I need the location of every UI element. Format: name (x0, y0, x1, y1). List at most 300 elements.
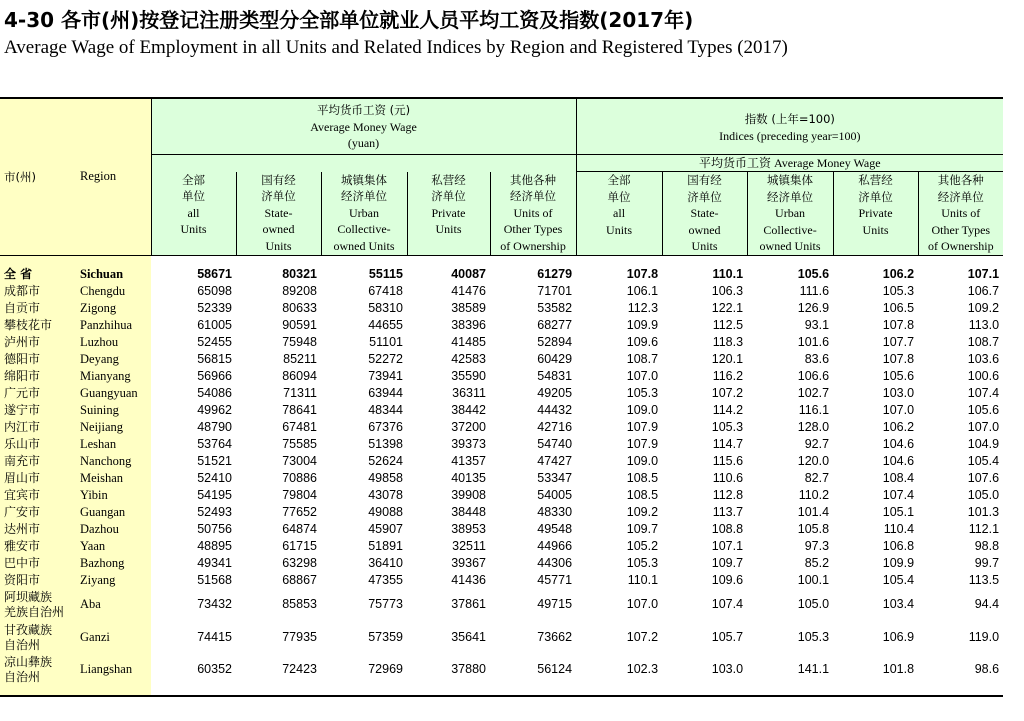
cell-value: 45771 (537, 572, 573, 587)
cell-value: 109.2 (967, 300, 1000, 315)
cell-value: 43078 (368, 487, 403, 502)
cell-value: 122.1 (711, 300, 744, 315)
cell-value: 73941 (368, 368, 403, 383)
cell-value: 109.6 (626, 334, 659, 349)
header-city: 市(州) (0, 98, 75, 256)
cell-value: 107.8 (626, 266, 659, 281)
region-name: Yaan (75, 538, 151, 555)
cell-value: 44966 (537, 538, 573, 553)
cell-value: 112.8 (712, 487, 744, 502)
cell-value: 55115 (368, 266, 403, 281)
cell-value: 54740 (537, 436, 573, 451)
cell-value: 103.0 (711, 662, 744, 677)
cell-value: 107.0 (882, 402, 915, 417)
cell-value: 98.6 (974, 662, 1000, 677)
city-name: 宜宾市 (0, 487, 75, 504)
cell-value: 108.8 (711, 521, 744, 536)
table-row (0, 368, 1003, 385)
cell-value: 106.2 (882, 266, 915, 281)
index-group-sub: 平均货币工资 Average Money Wage (576, 154, 1003, 172)
cell-value: 100.1 (797, 572, 830, 587)
cell-value: 83.6 (804, 351, 830, 366)
cell-value: 51568 (197, 572, 232, 587)
cell-value: 93.1 (804, 317, 830, 332)
cell-value: 102.7 (797, 385, 830, 400)
cell-value: 112.1 (968, 521, 1000, 536)
table-row (0, 300, 1003, 317)
cell-value: 105.6 (967, 402, 1000, 417)
region-name: Aba (75, 589, 151, 622)
cell-value: 109.6 (711, 572, 744, 587)
cell-value: 77652 (282, 504, 317, 519)
cell-value: 32511 (452, 538, 486, 553)
cell-value: 103.0 (882, 385, 915, 400)
cell-value: 42716 (537, 419, 573, 434)
wage-group-unit: (yuan) (347, 136, 380, 150)
wage-table (0, 97, 1003, 697)
cell-value: 110.1 (627, 572, 659, 587)
region-name: Ziyang (75, 572, 151, 589)
cell-value: 107.9 (626, 436, 659, 451)
region-name: Chengdu (75, 283, 151, 300)
city-name: 广安市 (0, 504, 75, 521)
index-col-state: 国有经 济单位 State- owned Units (662, 172, 747, 256)
cell-value: 105.0 (797, 597, 830, 612)
region-name: Deyang (75, 351, 151, 368)
cell-value: 44306 (537, 555, 573, 570)
cell-value: 106.7 (967, 283, 1000, 298)
cell-value: 108.7 (967, 334, 1000, 349)
cell-value: 63298 (282, 555, 317, 570)
cell-value: 41436 (451, 572, 486, 587)
table-row (0, 572, 1003, 589)
cell-value: 61715 (282, 538, 317, 553)
table-row (0, 470, 1003, 487)
cell-value: 49962 (197, 402, 232, 417)
cell-value: 105.3 (797, 629, 830, 644)
cell-value: 112.5 (712, 317, 744, 332)
cell-value: 114.7 (712, 436, 744, 451)
table-row (0, 317, 1003, 334)
region-name: Dazhou (75, 521, 151, 538)
region-name: Neijiang (75, 419, 151, 436)
cell-value: 107.7 (882, 334, 915, 349)
cell-value: 75948 (282, 334, 317, 349)
cell-value: 52493 (197, 504, 232, 519)
cell-value: 105.0 (967, 487, 1000, 502)
cell-value: 107.0 (626, 368, 659, 383)
city-name-line2: 自治州 (4, 637, 41, 652)
cell-value: 73662 (537, 629, 573, 644)
table-row (0, 654, 1003, 687)
cell-value: 51891 (368, 538, 403, 553)
table-header (0, 98, 1003, 256)
city-name: 遂宁市 (0, 402, 75, 419)
cell-value: 53764 (197, 436, 232, 451)
cell-value: 61279 (537, 266, 573, 281)
table-row (0, 402, 1003, 419)
table-row (0, 436, 1003, 453)
city-name: 德阳市 (0, 351, 75, 368)
cell-value: 109.2 (626, 504, 659, 519)
cell-value: 58671 (197, 266, 232, 281)
cell-value: 128.0 (797, 419, 830, 434)
cell-value: 109.0 (626, 453, 659, 468)
table-row (0, 334, 1003, 351)
cell-value: 51521 (197, 453, 232, 468)
cell-value: 38448 (451, 504, 486, 519)
region-name: Liangshan (75, 654, 151, 687)
cell-value: 105.3 (882, 283, 915, 298)
cell-value: 116.2 (712, 368, 744, 383)
cell-value: 65098 (197, 283, 232, 298)
cell-value: 92.7 (804, 436, 830, 451)
cell-value: 107.1 (711, 538, 744, 553)
cell-value: 38589 (451, 300, 486, 315)
city-name: 绵阳市 (0, 368, 75, 385)
index-col-private: 私营经 济单位 Private Units (833, 172, 918, 256)
region-name: Yibin (75, 487, 151, 504)
cell-value: 67481 (282, 419, 317, 434)
cell-value: 109.9 (882, 555, 915, 570)
cell-value: 60352 (197, 662, 232, 677)
region-name: Panzhihua (75, 317, 151, 334)
cell-value: 105.2 (626, 538, 659, 553)
cell-value: 41476 (451, 283, 486, 298)
cell-value: 54195 (197, 487, 232, 502)
cell-value: 38396 (451, 317, 486, 332)
cell-value: 101.6 (797, 334, 830, 349)
cell-value: 120.0 (797, 453, 830, 468)
table-title-chinese: 4-30 各市(州)按登记注册类型分全部单位就业人员平均工资及指数(2017年) (4, 8, 694, 32)
cell-value: 107.8 (882, 351, 915, 366)
city-name (0, 589, 75, 622)
cell-value: 42583 (451, 351, 486, 366)
cell-value: 52624 (368, 453, 403, 468)
city-name (0, 654, 75, 687)
cell-value: 54005 (537, 487, 573, 502)
region-name: Luzhou (75, 334, 151, 351)
cell-value: 126.9 (797, 300, 830, 315)
table-title-english: Average Wage of Employment in all Units and Related Indices by Region and Registered Types (2017) (4, 37, 788, 58)
city-name: 泸州市 (0, 334, 75, 351)
wage-col-all: 全部 单位 all Units (151, 172, 236, 256)
cell-value: 101.3 (967, 504, 1000, 519)
cell-value: 108.5 (626, 470, 659, 485)
cell-value: 47427 (537, 453, 573, 468)
cell-value: 106.8 (882, 538, 915, 553)
cell-value: 79804 (282, 487, 317, 502)
cell-value: 41485 (451, 334, 486, 349)
cell-value: 107.2 (626, 629, 659, 644)
city-name: 攀枝花市 (0, 317, 75, 334)
header-region: Region (75, 98, 151, 256)
cell-value: 107.6 (967, 470, 1000, 485)
cell-value: 53582 (537, 300, 573, 315)
wage-group-cn: 平均货币工资 (元) (316, 103, 411, 117)
region-name: Ganzi (75, 622, 151, 655)
table-row (0, 453, 1003, 470)
region-name: Bazhong (75, 555, 151, 572)
cell-value: 104.6 (882, 453, 915, 468)
cell-value: 52894 (537, 334, 573, 349)
city-name-line1: 凉山彝族 (4, 655, 53, 670)
cell-value: 54086 (197, 385, 232, 400)
cell-value: 37861 (451, 597, 486, 612)
cell-value: 116.1 (798, 402, 830, 417)
table-row (0, 351, 1003, 368)
cell-value: 36410 (368, 555, 403, 570)
cell-value: 72423 (282, 662, 317, 677)
table-row (0, 589, 1003, 622)
cell-value: 111.6 (799, 283, 830, 298)
cell-value: 80321 (282, 266, 317, 281)
cell-value: 56124 (537, 662, 573, 677)
cell-value: 49205 (537, 385, 573, 400)
cell-value: 104.9 (967, 436, 1000, 451)
cell-value: 110.6 (712, 470, 744, 485)
cell-value: 41357 (451, 453, 486, 468)
cell-value: 73004 (282, 453, 317, 468)
cell-value: 108.7 (626, 351, 659, 366)
cell-value: 48330 (537, 504, 573, 519)
cell-value: 113.0 (968, 317, 1000, 332)
cell-value: 49088 (368, 504, 403, 519)
cell-value: 39908 (451, 487, 486, 502)
table-row (0, 283, 1003, 300)
city-name: 广元市 (0, 385, 75, 402)
cell-value: 119.0 (968, 629, 1000, 644)
cell-value: 98.8 (974, 538, 1000, 553)
cell-value: 63944 (368, 385, 403, 400)
cell-value: 110.2 (798, 487, 830, 502)
table-row (0, 555, 1003, 572)
cell-value: 106.1 (626, 283, 659, 298)
cell-value: 57359 (368, 629, 403, 644)
cell-value: 107.1 (967, 266, 1000, 281)
cell-value: 53347 (537, 470, 573, 485)
cell-value: 52455 (197, 334, 232, 349)
table-row (0, 504, 1003, 521)
cell-value: 37200 (451, 419, 486, 434)
city-name-line2: 羌族自治州 (4, 605, 65, 620)
cell-value: 105.6 (797, 266, 830, 281)
region-name: Guangyuan (75, 385, 151, 402)
cell-value: 109.7 (711, 555, 744, 570)
cell-value: 102.3 (626, 662, 659, 677)
cell-value: 107.8 (882, 317, 915, 332)
wage-col-private: 私营经 济单位 Private Units (407, 172, 490, 256)
region-name: Leshan (75, 436, 151, 453)
table-row (0, 487, 1003, 504)
wage-group-en: Average Money Wage (310, 119, 417, 134)
table-body (0, 256, 1003, 696)
cell-value: 78641 (282, 402, 317, 417)
table-row-total (0, 256, 1003, 283)
cell-value: 82.7 (804, 470, 830, 485)
cell-value: 47355 (368, 572, 403, 587)
cell-value: 37880 (451, 662, 486, 677)
cell-value: 60429 (537, 351, 573, 366)
region-name: Zigong (75, 300, 151, 317)
cell-value: 109.9 (626, 317, 659, 332)
cell-value: 108.5 (626, 487, 659, 502)
table-row (0, 622, 1003, 655)
cell-value: 107.0 (967, 419, 1000, 434)
cell-value: 105.3 (711, 419, 744, 434)
cell-value: 61005 (197, 317, 232, 332)
cell-value: 85.2 (804, 555, 830, 570)
cell-value: 104.6 (882, 436, 915, 451)
region-name: Mianyang (75, 368, 151, 385)
cell-value: 105.6 (882, 368, 915, 383)
cell-value: 48344 (368, 402, 403, 417)
cell-value: 67376 (368, 419, 403, 434)
cell-value: 75585 (282, 436, 317, 451)
cell-value: 105.8 (797, 521, 830, 536)
cell-value: 51398 (368, 436, 403, 451)
index-group-cn: 指数 (上年=100) (744, 112, 835, 127)
cell-value: 106.5 (882, 300, 915, 315)
city-name: 巴中市 (0, 555, 75, 572)
cell-value: 105.4 (967, 453, 1000, 468)
region-name: Suining (75, 402, 151, 419)
city-name (0, 622, 75, 655)
cell-value: 58310 (368, 300, 403, 315)
cell-value: 118.3 (712, 334, 744, 349)
cell-value: 71311 (283, 385, 317, 400)
cell-value: 100.6 (967, 368, 1000, 383)
cell-value: 120.1 (711, 351, 744, 366)
index-col-other: 其他各种 经济单位 Units of Other Types of Ownership (918, 172, 1003, 256)
city-name-line2: 自治州 (4, 670, 41, 685)
city-name: 达州市 (0, 521, 75, 538)
cell-value: 105.7 (711, 629, 744, 644)
cell-value: 105.1 (882, 504, 915, 519)
cell-value: 105.3 (626, 555, 659, 570)
cell-value: 38442 (451, 402, 486, 417)
header-wage-group (151, 98, 576, 154)
city-name: 乐山市 (0, 436, 75, 453)
cell-value: 106.9 (882, 629, 915, 644)
cell-value: 103.4 (882, 597, 915, 612)
cell-value: 44655 (368, 317, 403, 332)
cell-value: 39367 (451, 555, 486, 570)
cell-value: 101.8 (882, 662, 915, 677)
cell-value: 50756 (197, 521, 232, 536)
cell-value: 99.7 (974, 555, 1000, 570)
city-name: 成都市 (0, 283, 75, 300)
wage-col-state: 国有经 济单位 State- owned Units (236, 172, 321, 256)
cell-value: 48895 (197, 538, 232, 553)
cell-value: 74415 (197, 629, 232, 644)
cell-value: 52410 (197, 470, 232, 485)
cell-value: 101.4 (797, 504, 830, 519)
cell-value: 40135 (451, 470, 486, 485)
cell-value: 56966 (197, 368, 232, 383)
cell-value: 72969 (368, 662, 403, 677)
cell-value: 108.4 (882, 470, 915, 485)
cell-value: 107.0 (626, 597, 659, 612)
cell-value: 105.3 (626, 385, 659, 400)
index-col-collective: 城镇集体 经济单位 Urban Collective- owned Units (747, 172, 833, 256)
wage-col-other: 其他各种 经济单位 Units of Other Types of Ownership (490, 172, 576, 256)
cell-value: 35590 (451, 368, 486, 383)
cell-value: 44432 (537, 402, 573, 417)
cell-value: 112.3 (627, 300, 659, 315)
region-name: Meishan (75, 470, 151, 487)
cell-value: 35641 (451, 629, 486, 644)
city-name: 内江市 (0, 419, 75, 436)
table-row (0, 385, 1003, 402)
cell-value: 54831 (537, 368, 573, 383)
table-row (0, 419, 1003, 436)
cell-value: 115.6 (712, 453, 744, 468)
cell-value: 94.4 (974, 597, 1000, 612)
cell-value: 106.3 (711, 283, 744, 298)
cell-value: 49341 (197, 555, 232, 570)
cell-value: 71701 (537, 283, 573, 298)
cell-value: 49548 (537, 521, 573, 536)
region-name: Guangan (75, 504, 151, 521)
cell-value: 70886 (282, 470, 317, 485)
cell-value: 56815 (197, 351, 232, 366)
city-name: 全 省 (0, 256, 75, 283)
header-index-group (576, 98, 1003, 154)
cell-value: 77935 (282, 629, 317, 644)
city-name-line1: 阿坝藏族 (4, 590, 53, 605)
cell-value: 89208 (282, 283, 317, 298)
cell-value: 40087 (451, 266, 486, 281)
cell-value: 141.1 (797, 662, 830, 677)
cell-value: 109.7 (626, 521, 659, 536)
cell-value: 113.7 (712, 504, 744, 519)
cell-value: 67418 (368, 283, 403, 298)
cell-value: 51101 (369, 334, 403, 349)
region-name: Sichuan (75, 256, 151, 283)
cell-value: 75773 (368, 597, 403, 612)
cell-value: 90591 (282, 317, 317, 332)
table-row (0, 538, 1003, 555)
cell-value: 49715 (537, 597, 573, 612)
cell-value: 85853 (282, 597, 317, 612)
cell-value: 110.4 (883, 521, 915, 536)
city-name: 雅安市 (0, 538, 75, 555)
cell-value: 38953 (451, 521, 486, 536)
city-name-line1: 甘孜藏族 (4, 622, 53, 637)
cell-value: 107.4 (711, 597, 744, 612)
cell-value: 106.6 (797, 368, 830, 383)
city-name: 资阳市 (0, 572, 75, 589)
cell-value: 107.4 (882, 487, 915, 502)
cell-value: 64874 (282, 521, 317, 536)
cell-value: 68867 (282, 572, 317, 587)
region-name: Nanchong (75, 453, 151, 470)
cell-value: 39373 (451, 436, 486, 451)
city-name: 南充市 (0, 453, 75, 470)
cell-value: 103.6 (967, 351, 1000, 366)
index-col-all: 全部 单位 all Units (576, 172, 662, 256)
cell-value: 68277 (537, 317, 573, 332)
cell-value: 36311 (452, 385, 486, 400)
cell-value: 73432 (197, 597, 232, 612)
cell-value: 45907 (368, 521, 403, 536)
cell-value: 52272 (368, 351, 403, 366)
cell-value: 85211 (283, 351, 317, 366)
cell-value: 80633 (282, 300, 317, 315)
cell-value: 107.2 (711, 385, 744, 400)
cell-value: 48790 (197, 419, 232, 434)
